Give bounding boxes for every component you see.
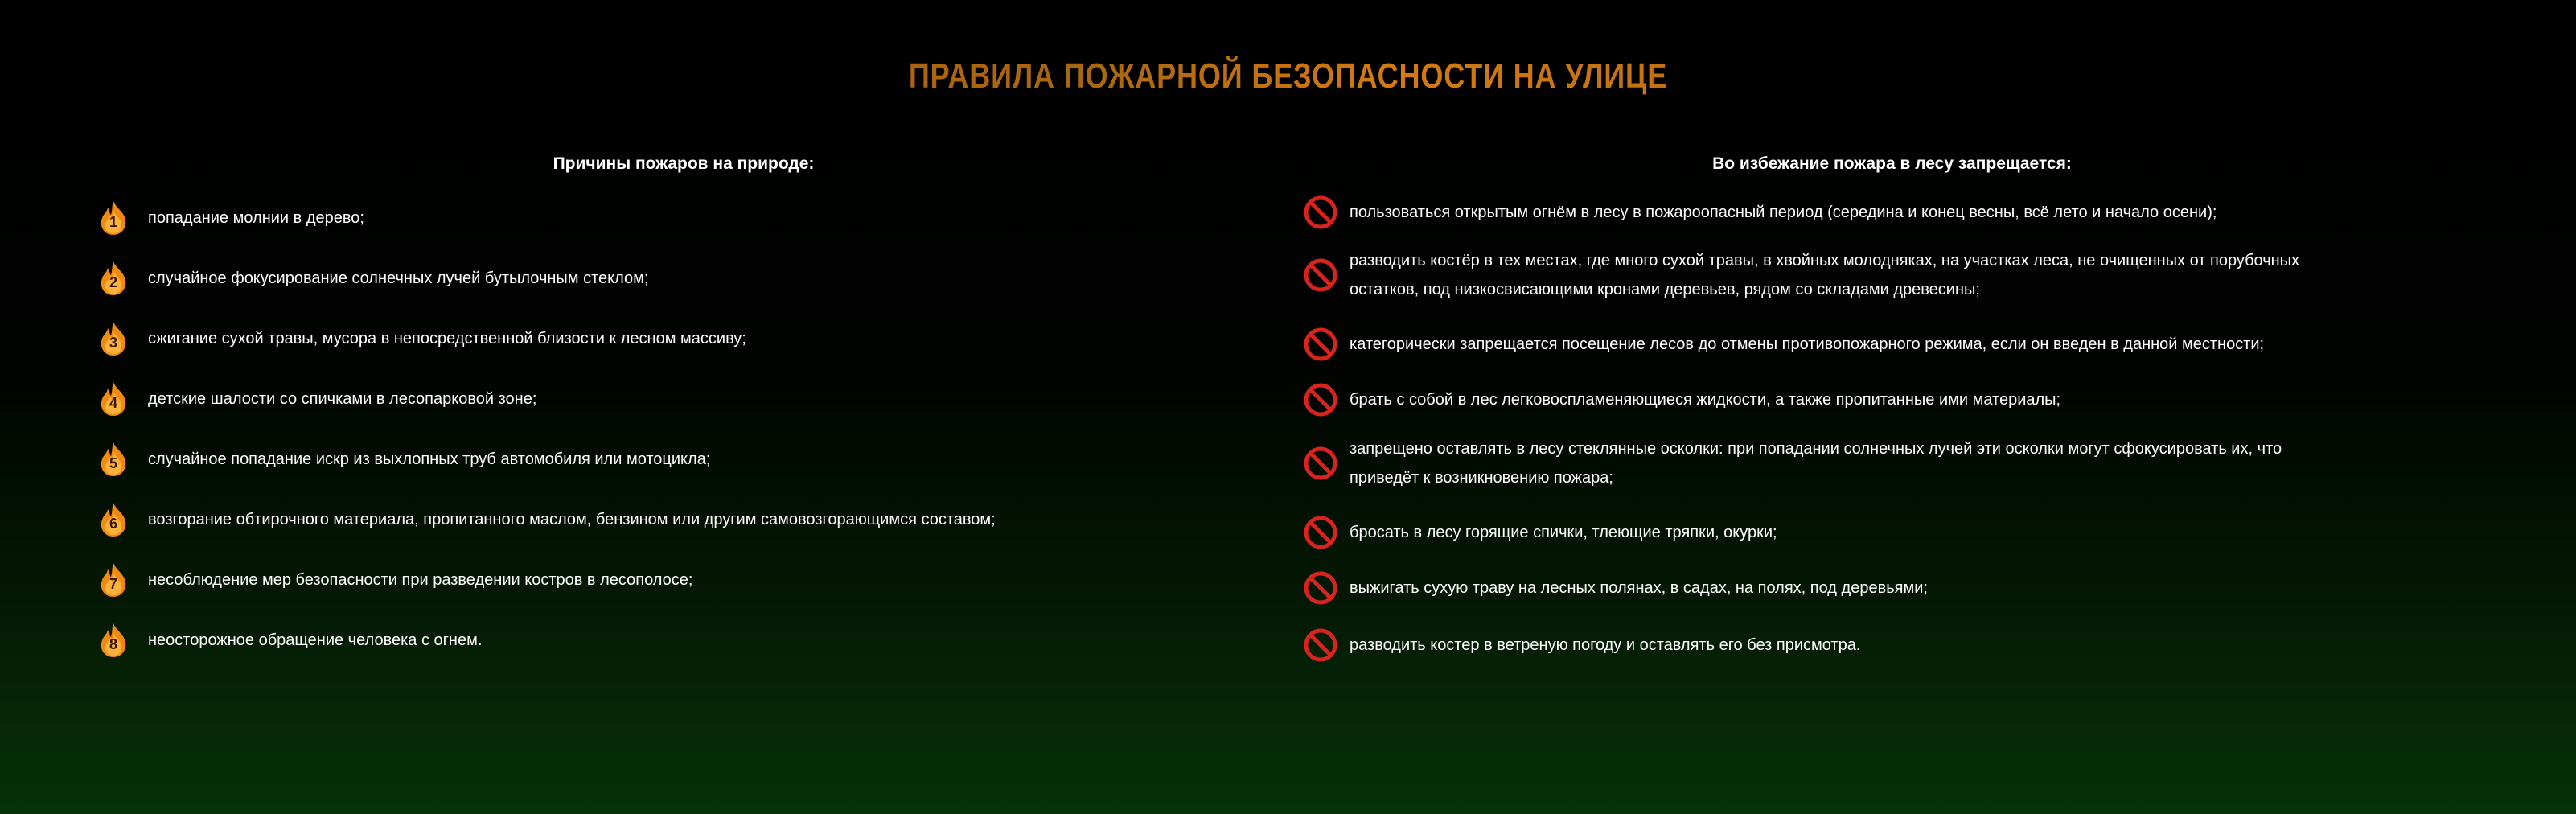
causes-heading: Причины пожаров на природе: [553,154,815,173]
prohibited-icon [1303,627,1338,663]
cause-item [98,199,364,236]
prohibition-text [1350,385,2060,414]
prohibition-item [1303,246,2299,304]
item-number: 4 [109,395,117,411]
prohibitions-heading: Во избежание пожара в лесу запрещается: [1712,154,2072,173]
prohibition-item [1303,382,2060,417]
cause-text: случайное попадание искр из выхлопных труб автомобиля или мотоцикла; [148,450,711,468]
prohibition-line: брать с собой в лес легковоспламеняющиеся жидкости, а также пропитанные ими материалы; [1350,391,2061,409]
prohibited-icon [1303,446,1338,481]
item-number: 2 [109,274,117,290]
prohibited-icon [1303,257,1338,293]
item-number: 5 [109,455,117,471]
prohibition-line: категорически запрещается посещение лесов до отмены противопожарного режима, если он введен в данной местности; [1350,335,2265,353]
cause-item [98,320,746,357]
fire-number-icon [98,320,129,357]
item-number: 8 [109,636,117,652]
cause-item [98,441,710,478]
cause-item [98,380,536,417]
cause-item [98,501,996,538]
cause-text: сжигание сухой травы, мусора в непосредственной близости к лесном массиву; [148,330,746,347]
prohibition-item [1303,434,2282,492]
prohibition-line: бросать в лесу горящие спички, тлеющие тряпки, окурки; [1350,524,1777,541]
cause-item [98,622,482,659]
fire-number-icon [98,260,129,297]
prohibition-line: выжигать сухую траву на лесных полянах, в садах, на полях, под деревьями; [1350,579,1928,597]
cause-text: случайное фокусирование солнечных лучей бутылочным стеклом; [148,269,649,287]
cause-item [98,260,648,297]
prohibition-line: запрещено оставлять в лесу стеклянные осколки: при попадании солнечных лучей эти осколки могут сфокусировать их, что [1350,440,2282,458]
prohibition-text [1350,434,2282,492]
fire-number-icon [98,380,129,417]
prohibition-text [1350,631,1860,660]
page-title: ПРАВИЛА ПОЖАРНОЙ БЕЗОПАСНОСТИ НА УЛИЦЕ [232,56,2344,97]
cause-item [98,561,692,598]
prohibition-line: остатков, под низкосвисающими кронами деревьев, рядом со складами древесины; [1350,281,1980,298]
prohibition-item [1303,627,1860,663]
prohibition-text [1350,518,1777,547]
fire-number-icon [98,501,129,538]
prohibition-line: разводить костер в ветреную погоду и оставлять его без присмотра. [1350,636,1861,654]
cause-text: неосторожное обращение человека с огнем. [148,631,483,649]
prohibition-item [1303,570,1928,606]
item-number: 3 [109,335,117,351]
cause-text: детские шалости со спичками в лесопарковой зоне; [148,390,537,408]
prohibited-icon [1303,515,1338,550]
cause-text: попадание молнии в дерево; [148,209,364,227]
prohibited-icon [1303,327,1338,362]
prohibited-icon [1303,382,1338,417]
cause-text: несоблюдение мер безопасности при разведении костров в лесополосе; [148,571,693,589]
item-number: 1 [109,214,117,230]
prohibited-icon [1303,195,1338,230]
prohibition-line: приведёт к возникновению пожара; [1350,469,1613,487]
item-number: 6 [109,516,117,532]
prohibition-line: разводить костёр в тех местах, где много сухой травы, в хвойных молодняках, на участках леса, не очищенных от порубочных [1350,252,2300,269]
fire-number-icon [98,561,129,598]
cause-text: возгорание обтирочного материала, пропитанного маслом, бензином или другим самовозгорающимся составом; [148,511,996,528]
prohibition-text [1350,574,1928,602]
prohibition-item [1303,327,2264,362]
prohibition-line: пользоваться открытым огнём в лесу в пожароопасный период (середина и конец весны, всё лето и начало осени); [1350,204,2217,221]
fire-number-icon [98,622,129,659]
prohibited-icon [1303,570,1338,606]
fire-number-icon [98,441,129,478]
prohibition-text [1350,246,2299,304]
prohibition-text [1350,330,2264,359]
item-number: 7 [109,576,117,592]
prohibition-item [1303,195,2217,230]
prohibition-item [1303,515,1777,550]
prohibition-text [1350,198,2217,227]
fire-number-icon [98,199,129,236]
